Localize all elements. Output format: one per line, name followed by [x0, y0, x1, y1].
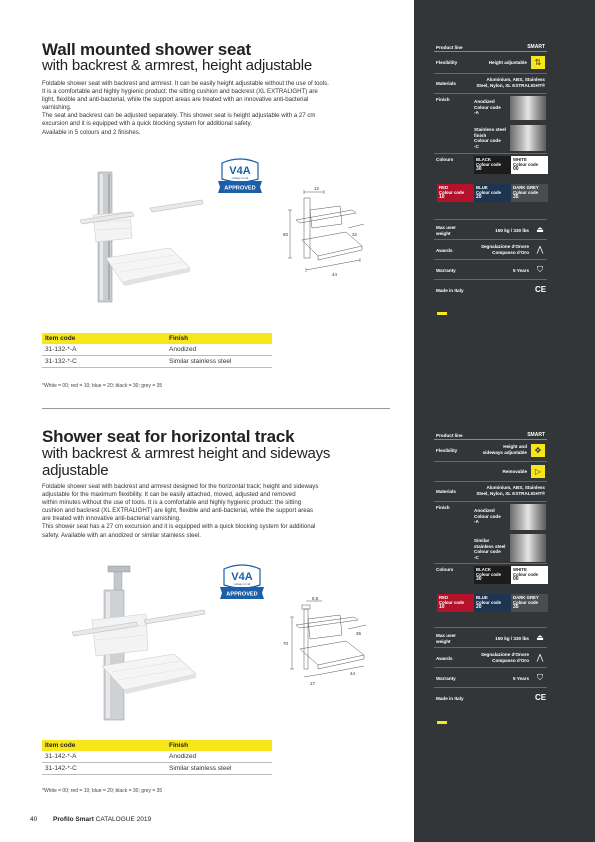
item-code-cell: 31-132-*-A [42, 344, 166, 356]
section2-subtitle-line2: adjustable [42, 462, 109, 479]
materials-value-2: Steel, Nylon, XL EXTRALIGHT® [476, 491, 545, 496]
v4a-ribbon: APPROVED [226, 591, 258, 598]
colour-code: 30 [476, 576, 482, 582]
ce-mark-icon: CE [535, 693, 547, 702]
finish-label: Finish [436, 505, 450, 510]
table-row [42, 751, 272, 763]
v4a-title: V4A [229, 165, 251, 177]
colour-code: 10 [439, 604, 445, 610]
colour-code-label: Colour code [513, 572, 539, 577]
finish-code: -A [474, 519, 479, 524]
table-row [42, 763, 272, 775]
yellow-marker [437, 312, 447, 315]
colour-swatch-dark-grey [511, 184, 548, 202]
desc-line: Foldable shower seat with backrest and armrest designed for the horizontal track; height and sideways [42, 483, 319, 490]
v4a-approved-badge [218, 563, 266, 603]
dim-width: 44 [350, 671, 356, 676]
materials-row [434, 74, 547, 94]
max-user-value: 150 kg / 330 lbs [495, 636, 529, 641]
made-in-italy-label: Made in Italy [436, 288, 464, 293]
colour-swatch-dark-grey [511, 594, 548, 612]
dim-depth: 12 [314, 186, 320, 191]
warranty-row [434, 668, 547, 688]
desc-line: safety. Available with an anodized or similar stainless steel. [42, 531, 201, 539]
finish-name-2: finish [474, 132, 487, 138]
warranty-value: 5 Years [512, 268, 529, 273]
colour-name: BLACK [476, 567, 492, 572]
item-code-table-2 [42, 740, 272, 775]
awards-label: Awards [436, 248, 453, 253]
colour-name: RED [439, 185, 449, 190]
finish-anodized-text [474, 99, 501, 116]
product-photo-track-seat [62, 560, 222, 725]
page-footer [30, 816, 151, 823]
max-user-label: Max user weight [436, 225, 456, 236]
flexibility-row [434, 440, 547, 462]
technical-drawing-wall-seat [282, 180, 372, 290]
v4a-small: voltage for all [231, 176, 249, 180]
flexibility-row [434, 52, 547, 74]
product-line-row [434, 43, 547, 52]
product-photo-wall-seat [60, 160, 220, 310]
colour-name: RED [439, 595, 449, 600]
col-item-code: Item code [42, 333, 166, 344]
finish-colour-code-label: Colour code [474, 104, 501, 110]
colours-row [434, 154, 547, 220]
dim-width: 44 [332, 272, 338, 277]
colour-code: 35 [513, 604, 519, 610]
colour-code: 00 [513, 576, 519, 582]
section2-subtitle-line1: with backrest & armrest height and sideways [42, 445, 331, 462]
footer-catalogue: CATALOGUE 2019 [95, 816, 152, 823]
section-divider [42, 408, 390, 409]
awards-label: Awards [436, 656, 453, 661]
finish-cell: Anodized [166, 751, 272, 763]
warranty-value: 5 Years [512, 676, 529, 681]
desc-line: Available in 5 colours and 2 finishes. [42, 128, 141, 136]
finish-name-2: stainless steel [474, 543, 506, 549]
colour-swatch-blue [474, 184, 511, 202]
colour-code-label: Colour code [513, 162, 539, 167]
height-adjust-icon: ⇅ [531, 56, 545, 69]
multi-direction-icon: ✥ [531, 444, 545, 457]
weight-icon: ⏏ [536, 633, 544, 642]
colour-name: WHITE [513, 157, 527, 162]
max-user-weight-row [434, 628, 547, 648]
table-row [42, 356, 272, 368]
dim-arm: 36 [356, 631, 362, 636]
colour-name: DARK GREY [513, 185, 539, 190]
item-code-cell: 31-142-*-A [42, 751, 166, 763]
made-in-italy-label: Made in Italy [436, 696, 464, 701]
dim-depth: 8,5 [312, 596, 319, 601]
awards-value-2: Compasso d'Oro [492, 250, 529, 255]
desc-line: This shower seat has a 27 cm excursion and it is equipped with a quick blocking system for additional [42, 523, 316, 531]
warranty-label: Warranty [436, 268, 456, 273]
colour-code-label: Colour code [476, 190, 502, 195]
max-user-value: 150 kg / 330 lbs [495, 228, 529, 233]
finish-name: Anodized [474, 99, 495, 104]
product-line-value: SMART [527, 44, 545, 50]
dim-seat: 32 [352, 232, 358, 237]
desc-line: It is a comfortable and highly hygienic product: the sitting cushion and backrest (XL EXTRALIGHT) are [42, 88, 318, 96]
colour-name: BLACK [476, 157, 492, 162]
materials-value-2: Steel, Nylon, XL EXTRALIGHT® [476, 83, 545, 88]
materials-label: Materials [436, 81, 456, 86]
colour-code-label: Colour code [439, 600, 465, 605]
colour-code-label: Colour code [513, 190, 539, 195]
col-finish: Finish [166, 740, 272, 751]
product-line-value: SMART [527, 432, 545, 438]
table-header-row [42, 740, 272, 751]
finish-cell: Similar stainless steel [166, 356, 272, 368]
spec-panel-1 [434, 43, 547, 300]
dim-offset: 17 [310, 681, 316, 686]
dim-height: 60 [283, 232, 289, 237]
made-in-italy-row [434, 688, 547, 708]
warranty-row [434, 260, 547, 280]
steel-swatch [510, 534, 546, 562]
colour-code: 30 [476, 166, 482, 172]
finish-code: -C [474, 554, 479, 560]
col-finish: Finish [166, 333, 272, 344]
v4a-ribbon: APPROVED [224, 185, 256, 192]
colour-code-note: *White = 00; red = 10; blue = 20; black = 30; grey = 35 [42, 788, 163, 794]
awards-row [434, 648, 547, 668]
warranty-label: Warranty [436, 676, 456, 681]
materials-row [434, 482, 547, 502]
finish-steel-text [474, 127, 506, 149]
technical-drawing-track-seat [282, 595, 377, 695]
ce-mark-icon: CE [535, 285, 547, 294]
v4a-title: V4A [231, 571, 253, 583]
weight-icon: ⏏ [536, 225, 544, 234]
awards-row [434, 240, 547, 260]
desc-line: excursion and it is equipped with a quick blocking system for additional safety. [42, 120, 252, 128]
colour-code-label: Colour code [513, 600, 539, 605]
desc-line: The seat and backrest can be adjusted separately. This shower seat is height adjustable with a 27 cm [42, 112, 316, 120]
removable-value: Removable [502, 469, 527, 474]
yellow-marker [437, 721, 447, 724]
product-line-label: Product line [436, 44, 463, 50]
colour-swatch-white [511, 566, 548, 584]
finish-steel-text [474, 538, 505, 560]
finish-anodized-text [474, 508, 501, 525]
finish-cell: Anodized [166, 344, 272, 356]
flexibility-value-2: sideways adjustable [482, 450, 527, 455]
colour-code-label: Colour code [476, 162, 502, 167]
shield-icon: ⛉ [537, 673, 543, 682]
desc-line: are treated with innovative anti-bacterial varnishing. [42, 515, 181, 523]
anodized-swatch [510, 96, 546, 120]
colour-code-label: Colour code [476, 600, 502, 605]
desc-line: within minutes without the use of tools. It is a comfortable and highly hygienic product: the sitting [42, 499, 302, 507]
materials-value-1: Aluminium, ABS, Stainless [486, 77, 545, 82]
awards-value-2: Compasso d'Oro [492, 658, 529, 663]
table-row [42, 344, 272, 356]
finish-row [434, 502, 547, 564]
finish-cell: Similar stainless steel [166, 763, 272, 775]
desc-line: cushion and backrest (XL EXTRALIGHT) are light, flexible and anti-bacterial, while the support areas [42, 507, 314, 515]
awards-value-1: Segnalazione d'Onore [480, 244, 529, 249]
colour-code: 35 [513, 194, 519, 200]
finish-code: -A [474, 110, 479, 115]
colour-name: DARK GREY [513, 595, 539, 600]
spec-panel-2 [434, 431, 547, 708]
colour-code-label: Colour code [476, 572, 502, 577]
removable-row [434, 462, 547, 482]
finish-row [434, 94, 547, 154]
v4a-approved-badge [216, 157, 264, 197]
finish-colour-code-label: Colour code [474, 513, 501, 519]
desc-line: varnishing. [42, 104, 72, 112]
colours-label: Colours [436, 567, 454, 572]
flexibility-value: Height adjustable [488, 60, 527, 65]
materials-label: Materials [436, 489, 456, 494]
flexibility-label: Flexibility [436, 448, 458, 453]
finish-name: Stainless steel [474, 127, 506, 132]
max-user-weight-row [434, 220, 547, 240]
section2-description [42, 483, 392, 540]
section1-description [42, 80, 392, 137]
colour-code: 10 [439, 194, 445, 200]
colour-swatch-red [437, 594, 474, 612]
item-code-cell: 31-142-*-C [42, 763, 166, 775]
finish-name: Anodized [474, 508, 495, 513]
table-header-row [42, 333, 272, 344]
v4a-small: voltage for all [233, 582, 251, 586]
colour-swatch-blue [474, 594, 511, 612]
page-number: 40 [30, 816, 38, 823]
section2-title: Shower seat for horizontal track [42, 427, 295, 446]
colour-code-label: Colour code [439, 190, 465, 195]
section1-subtitle: with backrest & armrest, height adjustable [42, 57, 313, 74]
finish-label: Finish [436, 97, 450, 102]
colour-code-note: *White = 00; red = 10; blue = 20; black = 30; grey = 35 [42, 383, 163, 389]
finish-code: -C [474, 143, 479, 149]
max-user-label: Max user weight [436, 633, 456, 644]
colour-swatch-red [437, 184, 474, 202]
shield-icon: ⛉ [537, 265, 543, 274]
product-line-label: Product line [436, 432, 463, 438]
finish-colour-code-label: Colour code [474, 549, 501, 554]
section1-title: Wall mounted shower seat [42, 40, 251, 59]
colour-name: BLUE [476, 185, 488, 190]
colour-name: BLUE [476, 595, 488, 600]
colours-row [434, 564, 547, 628]
colour-code: 00 [513, 166, 519, 172]
colour-swatch-black [474, 156, 511, 174]
colour-name: WHITE [513, 567, 527, 572]
desc-line: light, flexible and anti-bacterial, while the support areas are treated with an innovative anti-bacterial [42, 96, 309, 104]
item-code-table-1 [42, 333, 272, 368]
anodized-swatch [510, 504, 546, 530]
made-in-italy-row [434, 280, 547, 300]
steel-swatch [510, 125, 546, 151]
materials-value-1: Aluminium, ABS, Stainless [486, 485, 545, 490]
awards-value-1: Segnalazione d'Onore [480, 652, 529, 657]
finish-colour-code-label: Colour code [474, 138, 501, 143]
item-code-cell: 31-132-*-C [42, 356, 166, 368]
colour-swatch-black [474, 566, 511, 584]
col-item-code: Item code [42, 740, 166, 751]
footer-brand: Profilo Smart [53, 816, 94, 823]
colour-code: 20 [476, 604, 482, 610]
finish-name: Similar [474, 538, 490, 543]
flexibility-value-1: Height and [503, 444, 527, 449]
product-line-row [434, 431, 547, 440]
colours-label: Colours [436, 157, 454, 162]
desc-line: adjustable for the maximum flexibility. It can be easily attached, moved, adjusted and removed [42, 491, 296, 499]
compasso-icon: ⋀ [536, 245, 544, 254]
desc-line: Foldable shower seat with backrest and armrest. It can be easily height adjustable without the use of tools. [42, 80, 329, 87]
removable-icon: ▷ [531, 465, 545, 478]
colour-code: 20 [476, 194, 482, 200]
dim-height: 70 [283, 641, 289, 646]
colour-swatch-white [511, 156, 548, 174]
compasso-icon: ⋀ [536, 653, 544, 662]
flexibility-label: Flexibility [436, 60, 458, 65]
